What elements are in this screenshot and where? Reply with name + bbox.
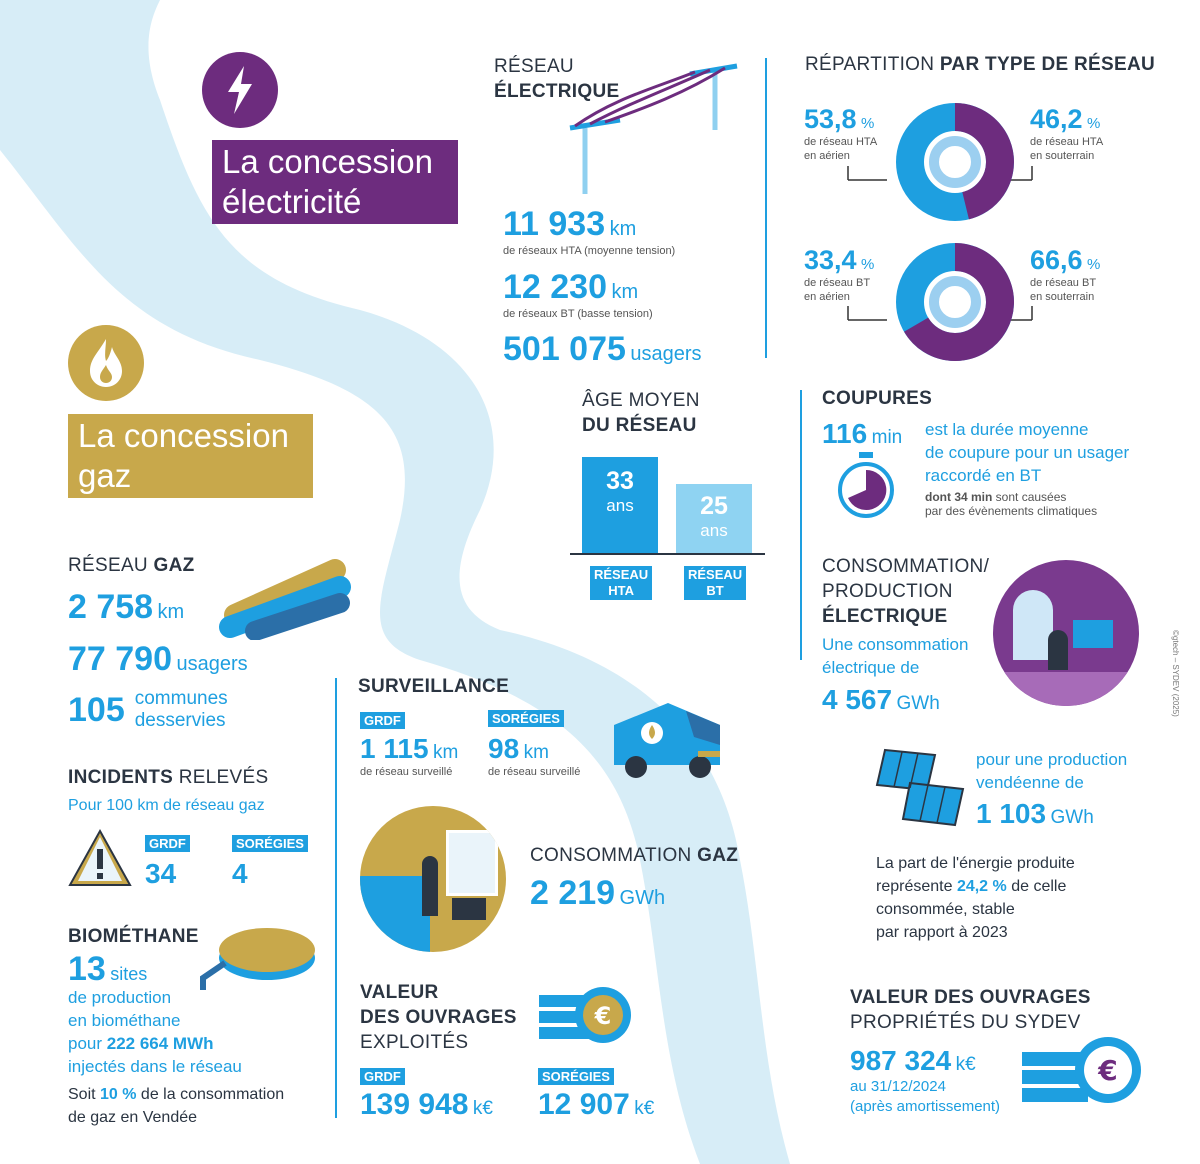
valeur-gaz-title: VALEUR DES OUVRAGES EXPLOITÉS: [360, 982, 517, 1053]
bt-air-stat: 33,4 % de réseau BT en aérien: [804, 245, 875, 303]
divider-vertical-2: [800, 390, 802, 660]
conso-gaz-title: CONSOMMATION GAZ: [530, 845, 739, 866]
incidents-soregies-value: 4: [232, 858, 248, 889]
gaz-title: La concession gaz: [68, 414, 313, 498]
kitchen-illustration: [360, 806, 506, 952]
part-energie-text: La part de l'énergie produite représente 24,2 % de celle consommée, stable par rapport à 2023: [876, 855, 1075, 941]
coupures-note: dont 34 min sont causées par des évènements climatiques: [925, 490, 1098, 518]
valeur-tag-soregies: SORÉGIES: [538, 1068, 614, 1085]
surv-tag-soregies: SORÉGIES: [488, 710, 564, 727]
gaz-length: 2 758 km: [68, 588, 185, 626]
gas-pipes-icon: [215, 555, 355, 640]
age-bar-bt: 25 ans: [676, 484, 752, 553]
lightning-icon: [202, 52, 278, 128]
gaz-users: 77 790 usagers: [68, 640, 248, 678]
prod-value: 1 103 GWh: [976, 798, 1094, 829]
home-office-illustration: [993, 560, 1139, 706]
coupures-value: 116 min: [822, 418, 903, 449]
age-tag-hta: RÉSEAU HTA: [590, 566, 652, 600]
solar-panel-icon: [875, 745, 970, 830]
surv-grdf: 1 115 km de réseau surveillé: [360, 733, 459, 778]
bt-under-stat: 66,6 % de réseau BT en souterrain: [1030, 245, 1101, 303]
gaz-communes: 105 communes desservies: [68, 688, 228, 731]
divider-vertical-gaz: [335, 678, 337, 1118]
valeur-soregies: 12 907 k€: [538, 1088, 655, 1121]
stopwatch-icon: [836, 450, 896, 520]
age-title: ÂGE MOYEN DU RÉSEAU: [582, 390, 700, 436]
incidents-title: INCIDENTS RELEVÉS: [68, 767, 269, 788]
coupures-title: COUPURES: [822, 388, 933, 409]
power-line-icon: [565, 58, 745, 198]
valeur-sydev-value: 987 324 k€ au 31/12/2024 (après amortissement): [850, 1045, 1001, 1115]
elec-users: 501 075 usagers: [503, 330, 702, 368]
conso-gaz-value: 2 219 GWh: [530, 874, 666, 912]
valeur-grdf: 139 948 k€: [360, 1088, 493, 1121]
bio-share: Soit 10 % de la consommation de gaz en Vendée: [68, 1086, 285, 1126]
svg-text:€: €: [1098, 1054, 1118, 1087]
hta-length: 11 933 km de réseaux HTA (moyenne tension): [503, 205, 676, 257]
bt-donut: [840, 240, 1040, 370]
hta-air-stat: 53,8 % de réseau HTA en aérien: [804, 104, 878, 162]
surv-soregies: 98 km de réseau surveillé: [488, 733, 581, 778]
valeur-sydev-title: VALEUR DES OUVRAGES PROPRIÉTÉS DU SYDEV: [850, 987, 1091, 1033]
svg-text:€: €: [594, 1002, 612, 1030]
repartition-title: RÉPARTITION PAR TYPE DE RÉSEAU: [805, 54, 1156, 75]
hta-under-stat: 46,2 % de réseau HTA en souterrain: [1030, 104, 1104, 162]
conso-elec-sub: Une consommation électrique de: [822, 635, 969, 677]
surveillance-title: SURVEILLANCE: [358, 676, 510, 697]
bio-text: de production en biométhane pour 222 664 MWh injectés dans le réseau: [68, 988, 242, 1076]
age-tag-bt: RÉSEAU BT: [684, 566, 746, 600]
incidents-grdf-value: 34: [145, 858, 177, 889]
van-icon: [608, 695, 738, 790]
elec-title: La concession électricité: [212, 140, 458, 224]
age-baseline: [570, 553, 765, 555]
euro-coins-icon-gaz: [537, 985, 662, 1050]
age-bar-hta: 33 ans: [582, 457, 658, 553]
bio-title: BIOMÉTHANE: [68, 926, 199, 947]
prod-sub: pour une production vendéenne de: [976, 750, 1128, 792]
reseau-elec-label: RÉSEAU ÉLECTRIQUE: [494, 56, 620, 102]
flame-icon: [68, 325, 144, 401]
surv-tag-grdf: GRDF: [360, 712, 405, 729]
hta-donut: [840, 100, 1040, 230]
reseau-gaz-title: RÉSEAU GAZ: [68, 555, 195, 576]
bio-sites: 13 sites: [68, 950, 148, 988]
credit-text: ©gtech – SYDEV (2025): [1171, 630, 1180, 717]
divider-vertical: [765, 58, 767, 358]
valeur-tag-grdf: GRDF: [360, 1068, 405, 1085]
euro-coins-icon: [1020, 1030, 1145, 1110]
biomethane-dome-icon: [195, 918, 325, 1003]
conso-elec-title: CONSOMMATION/ PRODUCTION ÉLECTRIQUE: [822, 556, 990, 627]
incidents-tag-grdf: GRDF: [145, 835, 190, 852]
incidents-tag-soregies: SORÉGIES: [232, 835, 308, 852]
conso-elec-value: 4 567 GWh: [822, 684, 940, 715]
bt-length: 12 230 km de réseaux BT (basse tension): [503, 268, 653, 320]
warning-icon: [68, 825, 133, 890]
coupures-text: est la durée moyenne de coupure pour un usager raccordé en BT: [925, 420, 1130, 485]
incidents-sub: Pour 100 km de réseau gaz: [68, 797, 265, 814]
